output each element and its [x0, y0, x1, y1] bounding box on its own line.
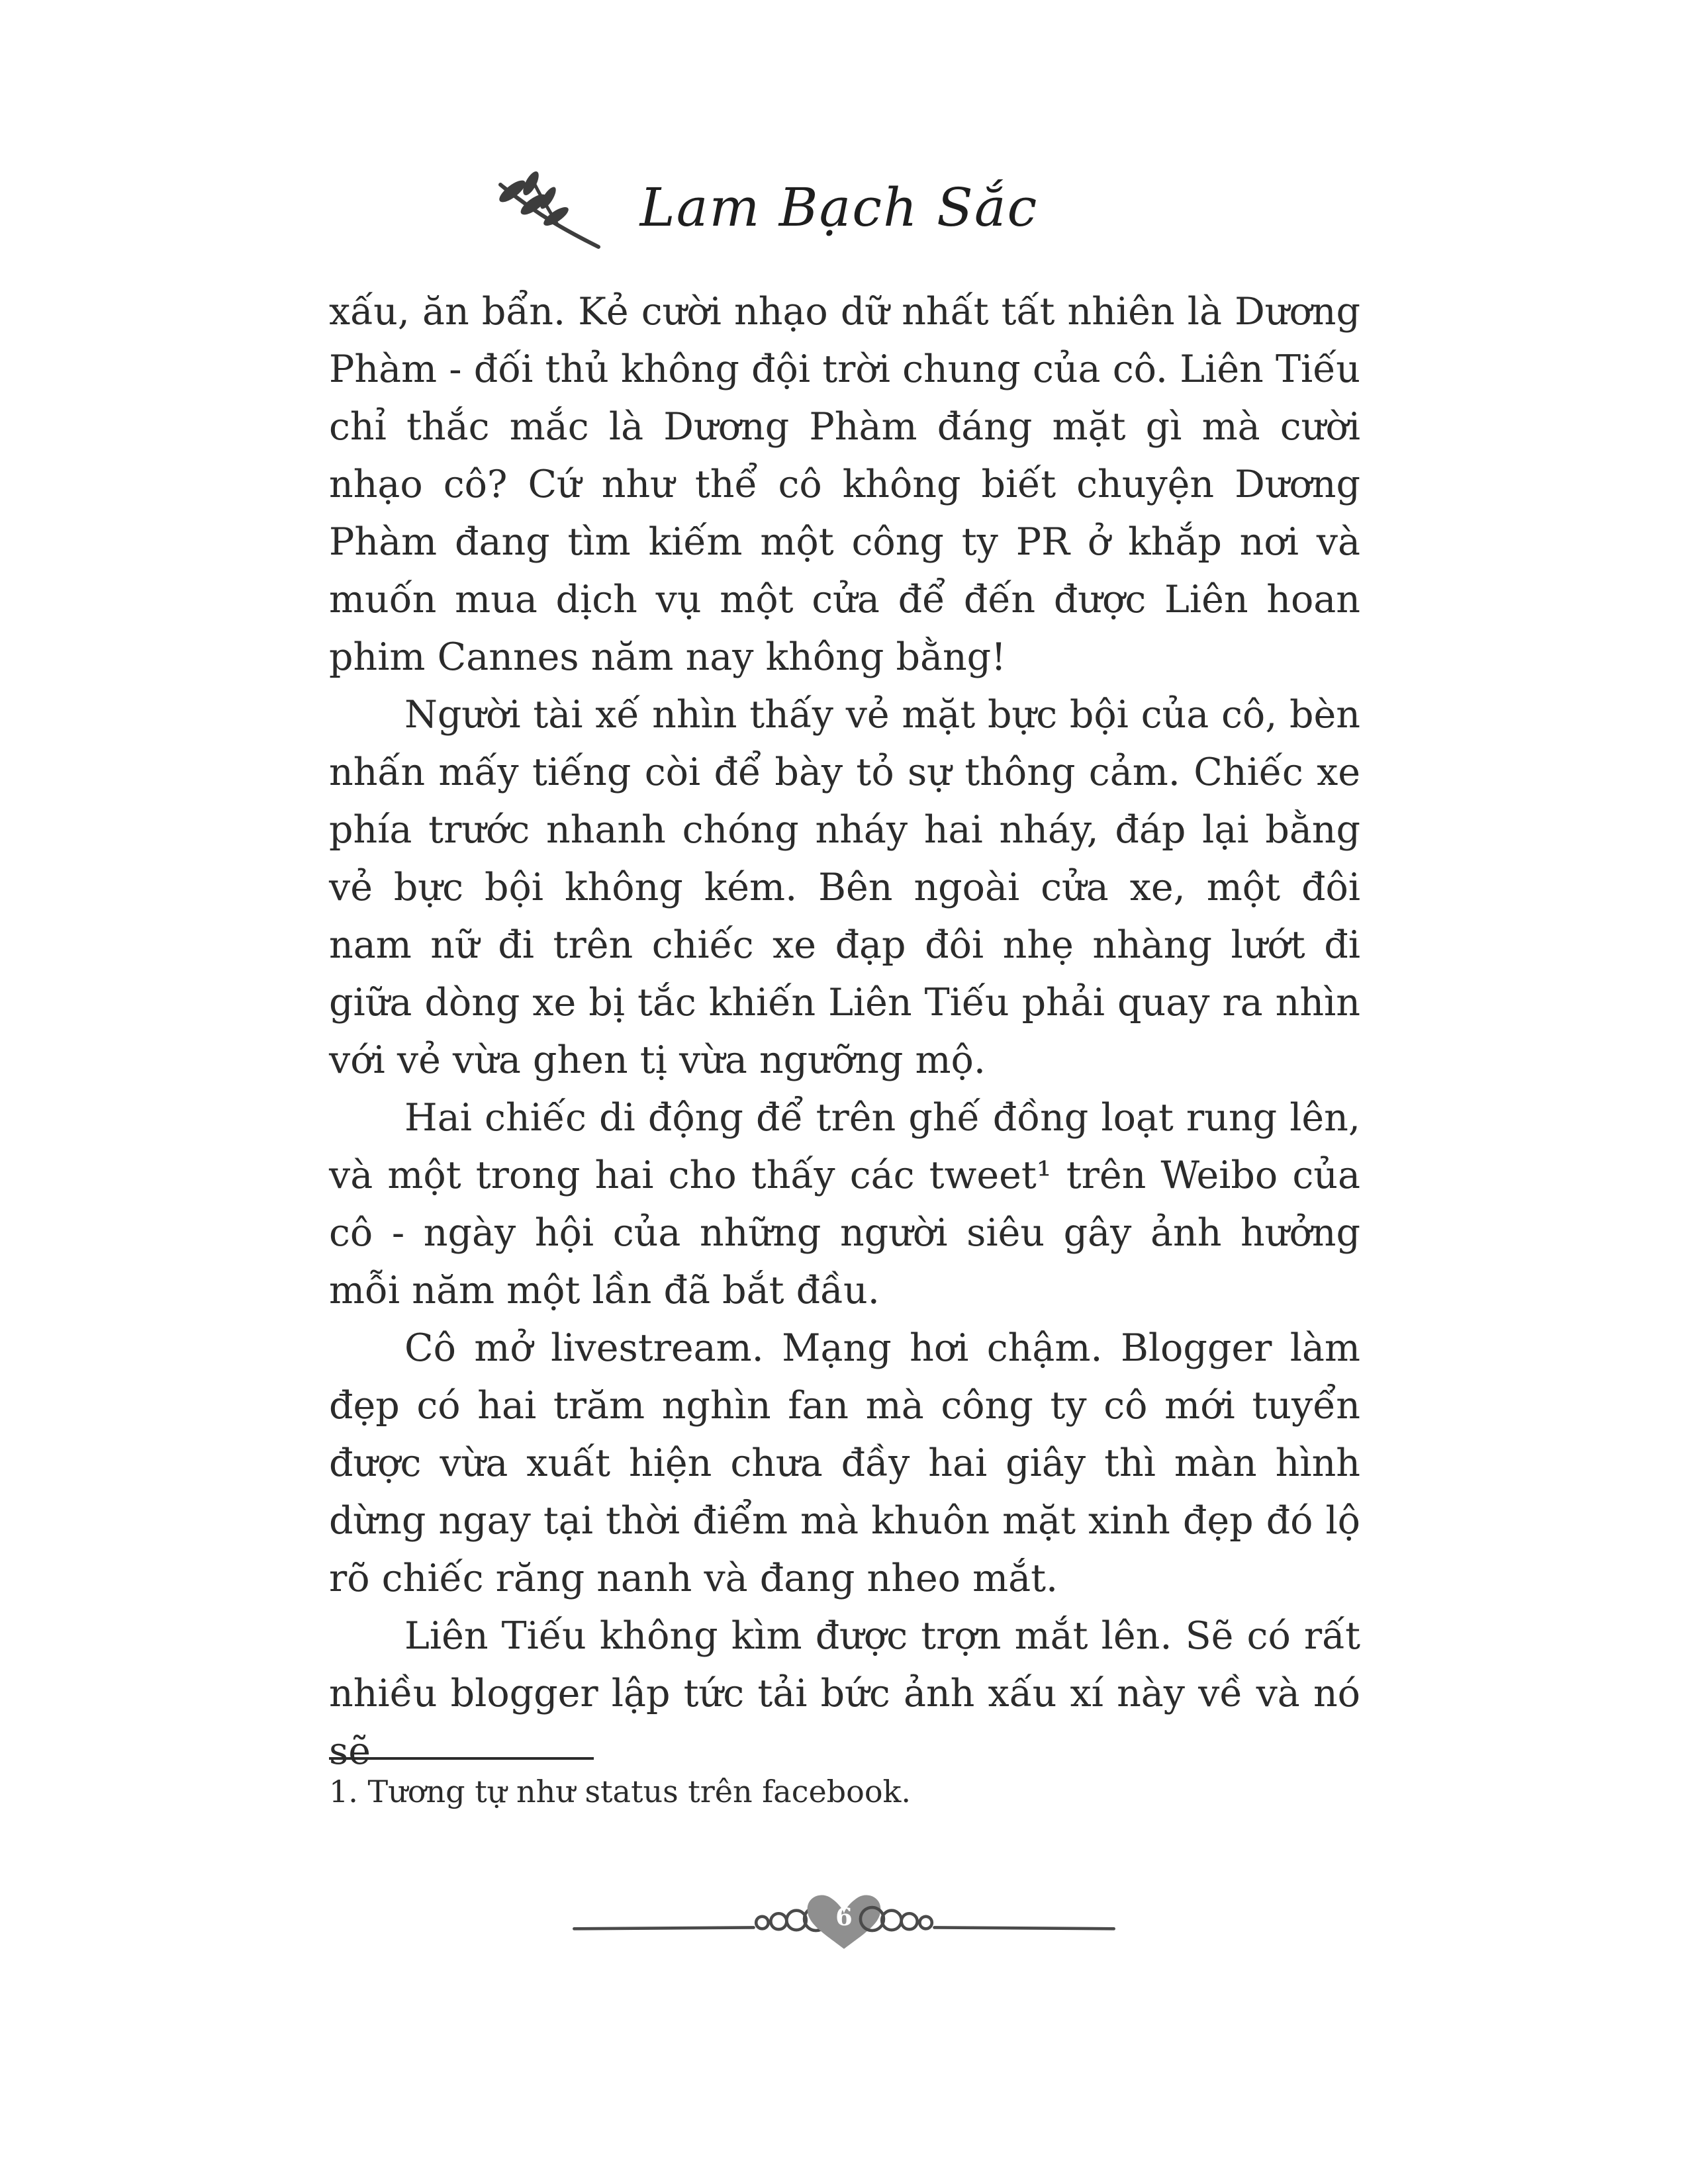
- footnote-text: 1. Tương tự như status trên facebook.: [329, 1774, 912, 1809]
- paragraph-4: Cô mở livestream. Mạng hơi chậm. Blogger làm đẹp có hai trăm nghìn fan mà công ty cô mới tuyển được vừa xuất hiện chưa đầy hai giây thì màn hình dừng ngay tại thời điểm mà khuôn mặt xinh đẹp đó lộ rõ chiếc răng nanh và đang nheo mắt.: [329, 1326, 1360, 1600]
- footnote-area: [329, 1757, 1360, 1811]
- paragraph-3: Hai chiếc di động để trên ghế đồng loạt rung lên, và một trong hai cho thấy các tweet¹ trên Weibo của cô - ngày hội của những người siêu gây ảnh hưởng mỗi năm một lần đã bắt đầu.: [329, 1096, 1360, 1312]
- heart-flourish-icon: [569, 1889, 1119, 1957]
- footnote-divider: [329, 1757, 594, 1760]
- paragraph-2: Người tài xế nhìn thấy vẻ mặt bực bội của cô, bèn nhấn mấy tiếng còi để bày tỏ sự thông cảm. Chiếc xe phía trước nhanh chóng nháy hai nháy, đáp lại bằng vẻ bực bội không kém. Bên ngoài cửa xe, một đôi nam nữ đi trên chiếc xe đạp đôi nhẹ nhàng lướt đi giữa dòng xe bị tắc khiến Liên Tiếu phải quay ra nhìn với vẻ vừa ghen tị vừa ngưỡng mộ.: [329, 693, 1360, 1082]
- header-group: [491, 169, 1039, 255]
- page-header: [0, 169, 1688, 255]
- book-title: Lam Bạch Sắc: [639, 176, 1039, 238]
- page-footer: [0, 1889, 1688, 1957]
- leaf-branch-icon: [491, 169, 604, 255]
- page-body: [329, 283, 1360, 1780]
- paragraph-1: xấu, ăn bẩn. Kẻ cười nhạo dữ nhất tất nhiên là Dương Phàm - đối thủ không đội trời chung của cô. Liên Tiếu chỉ thắc mắc là Dương Phàm đáng mặt gì mà cười nhạo cô? Cứ như thể cô không biết chuyện Dương Phàm đang tìm kiếm một công ty PR ở khắp nơi và muốn mua dịch vụ một cửa để đến được Liên hoan phim Cannes năm nay không bằng!: [329, 290, 1360, 679]
- paragraph-5: Liên Tiếu không kìm được trợn mắt lên. Sẽ có rất nhiều blogger lập tức tải bức ảnh xấu xí này về và nó sẽ: [329, 1614, 1360, 1773]
- page-number: 6: [835, 1901, 853, 1931]
